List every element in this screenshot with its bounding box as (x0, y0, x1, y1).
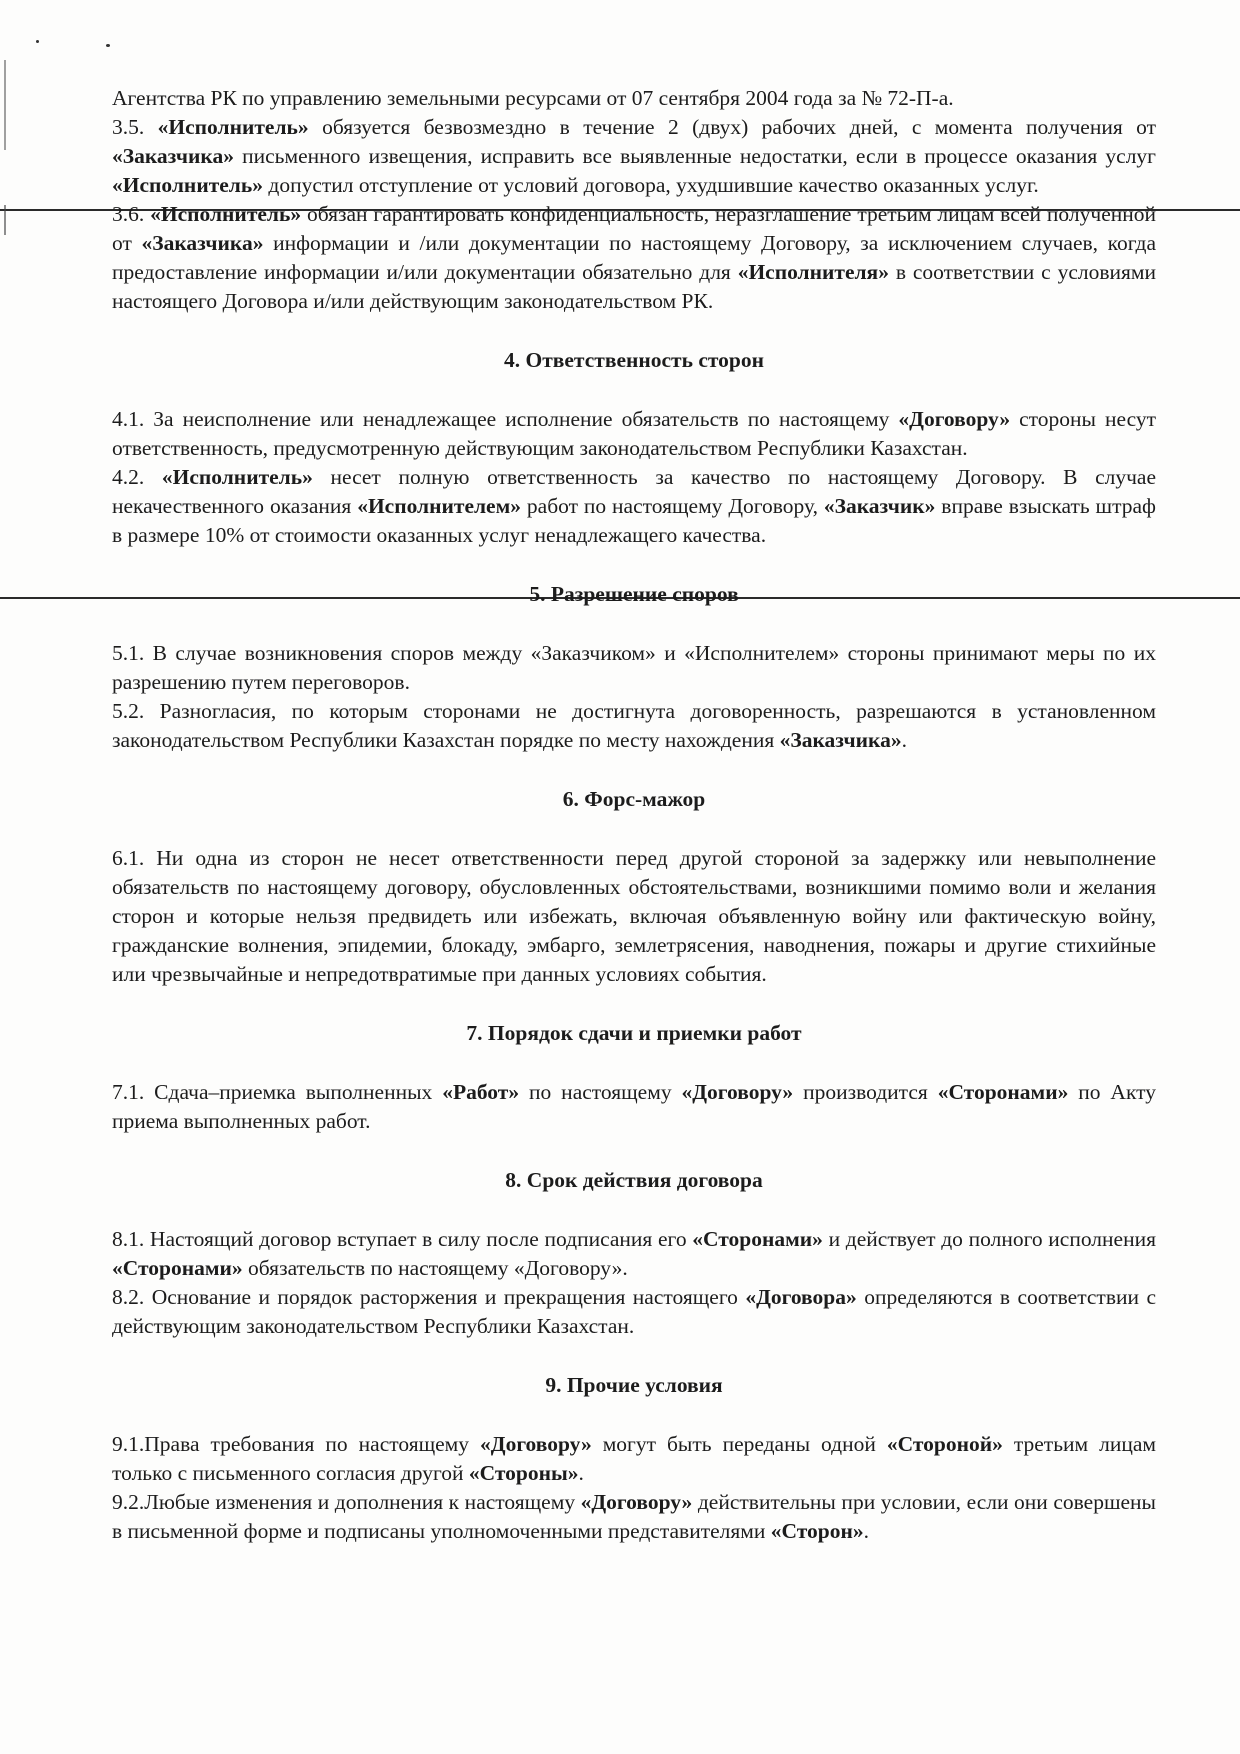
margin-mark (4, 205, 6, 235)
margin-mark (4, 60, 6, 150)
document-body (112, 84, 1156, 1546)
section-7-heading: 7. Порядок сдачи и приемки работ (466, 1021, 802, 1045)
clause-8-2: 8.2. Основание и порядок расторжения и прекращения настоящего «Договора» определяются в соответствии с действующим законодательством Республики Казахстан. (112, 1285, 1156, 1338)
clause-9-2: 9.2.Любые изменения и дополнения к настоящему «Договору» действительны при условии, если они совершены в письменной форме и подписаны уполномоченными представителями «Сторон». (112, 1490, 1157, 1543)
section-4-heading: 4. Ответственность сторон (503, 348, 765, 372)
clause-5-1: 5.1. В случае возникновения споров между «Заказчиком» и «Исполнителем» стороны принимают меры по их разрешению путем переговоров. (112, 641, 1156, 694)
clause-4-1: 4.1. За неисполнение или ненадлежащее исполнение обязательств по настоящему «Договору» стороны несут ответственность, предусмотренную действующим законодательством Республики Казахстан. (112, 407, 1156, 460)
clause-3-6: 3.6. «Исполнитель» обязан гарантировать конфиденциальность, неразглашение третьим лицам всей полученной от «Заказчика» информации и /или документации по настоящему Договору, за исключением случаев, когда предоставление информации и/или документации обязательно для «Исполнителя» в соответствии с условиями настоящего Договора и/или действующим законодательством РК. (112, 202, 1157, 313)
clause-8-1: 8.1. Настоящий договор вступает в силу после подписания его «Сторонами» и действует до полного исполнения «Сторонами» обязательств по настоящему «Договору». (112, 1227, 1156, 1280)
section-8-heading: 8. Срок действия договора (505, 1168, 763, 1192)
clause-4-2: 4.2. «Исполнитель» несет полную ответственность за качество по настоящему Договору. В случае некачественного оказания «Исполнителем» работ по настоящему Договору, «Заказчик» вправе взыскать штраф в размере 10% от стоимости оказанных услуг ненадлежащего качества. (112, 465, 1157, 547)
scan-speck (106, 44, 110, 47)
clause-6-1: 6.1. Ни одна из сторон не несет ответственности перед другой стороной за задержку или невыполнение обязательств по настоящему договору, обусловленных обстоятельствами, возникшими помимо воли и желания сторон и которые нельзя предвидеть или избежать, включая объявленную войну или фактическую войну, гражданские волнения, эпидемии, блокаду, эмбарго, землетрясения, наводнения, пожары и другие стихийные или чрезвычайные и непредотвратимые при данных условиях события. (112, 846, 1156, 986)
clause-3-5: 3.5. «Исполнитель» обязуется безвозмездно в течение 2 (двух) рабочих дней, с момента получения от «Заказчика» письменного извещения, исправить все выявленные недостатки, если в процессе оказания услуг «Исполнитель» допустил отступление от условий договора, ухудшившие качество оказанных услуг. (112, 115, 1156, 197)
section-9-heading: 9. Прочие условия (545, 1373, 723, 1397)
clause-5-2: 5.2. Разногласия, по которым сторонами не достигнута договоренность, разрешаются в установленном законодательством Республики Казахстан порядке по месту нахождения «Заказчика». (112, 699, 1156, 752)
clause-9-1: 9.1.Права требования по настоящему «Договору» могут быть переданы одной «Стороной» третьим лицам только с письменного согласия другой «Стороны». (112, 1432, 1156, 1485)
scan-speck (36, 40, 39, 43)
intro-line: Агентства РК по управлению земельными ресурсами от 07 сентября 2004 года за № 72-П-а. (112, 86, 954, 110)
section-5-heading: 5. Разрешение споров (529, 582, 739, 606)
clause-7-1: 7.1. Сдача–приемка выполненных «Работ» по настоящему «Договору» производится «Сторонами» по Акту приема выполненных работ. (112, 1080, 1156, 1133)
section-6-heading: 6. Форс-мажор (562, 787, 706, 811)
